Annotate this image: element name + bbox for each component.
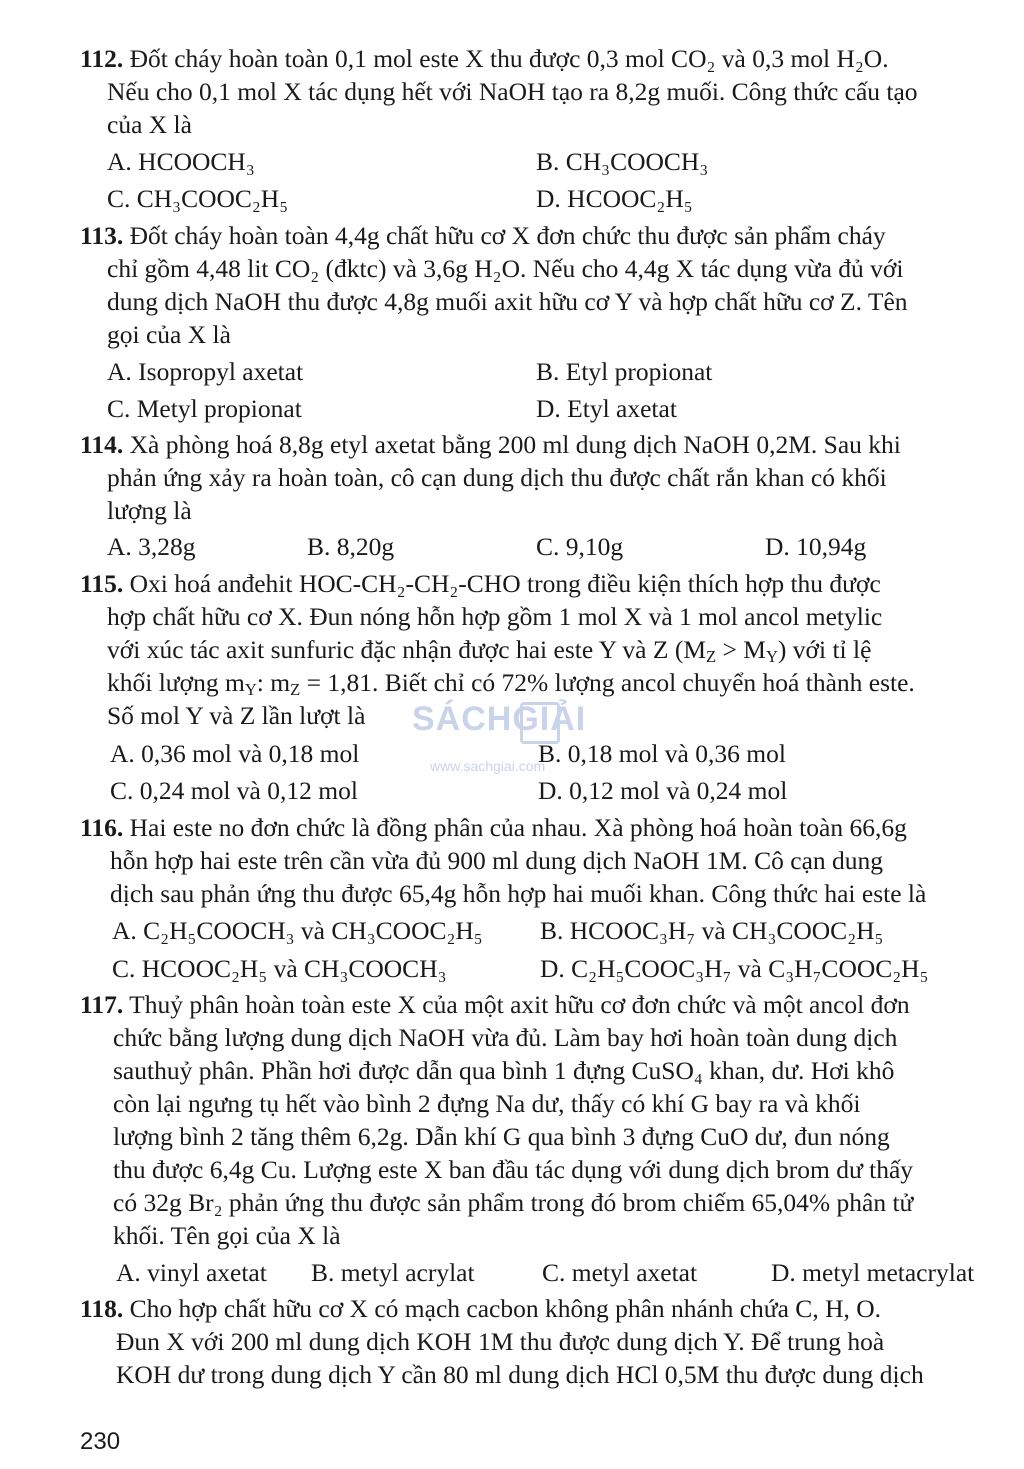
q115-line-4: khối lượng $m_Y$: $m_Z = 1,81$. Biết chỉ có 72% lượng ancol chuyển hoá thành este. [107,668,915,700]
page-number: 230 [80,1428,121,1455]
q117-line-5: lượng bình 2 tăng thêm 6,2g. Dẫn khí G qua bình 3 đựng CuO dư, đun nóng [113,1122,890,1151]
q115-option-a: A. 0,36 mol và 0,18 mol [110,739,360,768]
q113-option-d: D. Etyl axetat [536,394,677,423]
q117-option-b: B. metyl acrylat [311,1258,475,1287]
q113-number: 113. [80,221,124,250]
q117-number: 117. [80,990,124,1019]
q112-option-d: D. HCOOC₂H₅ [536,184,693,213]
q112-option-c: C. CH₃COOC₂H₅ [107,184,289,213]
q113-option-a: A. Isopropyl axetat [107,357,304,386]
q115-line-1 [80,567,881,600]
q114-option-d: D. 10,94g [765,532,867,561]
q113-text-1: Đốt cháy hoàn toàn 4,4g chất hữu cơ X đơn chức thu được sản phẩm cháy [123,221,886,250]
q114-option-c: C. 9,10g [536,532,624,561]
q117-option-c: C. metyl axetat [542,1258,698,1287]
q117-line-6: thu được 6,4g Cu. Lượng este X ban đầu tác dụng với dung dịch brom dư thấy [113,1155,914,1184]
q114-line-1 [80,428,901,461]
q117-option-a: A. vinyl axetat [116,1258,267,1287]
q116-line-2: hỗn hợp hai este trên cần vừa đủ 900 ml dung dịch NaOH 1M. Cô cạn dung [110,846,884,875]
q115-option-d: D. 0,12 mol và 0,24 mol [538,776,788,805]
q114-option-b: B. 8,20g [307,532,395,561]
q115-text-1: Oxi hoá anđehit HOC-CH₂-CH₂-CHO trong điều kiện thích hợp thu được [123,569,881,598]
q118-text-1: Cho hợp chất hữu cơ X có mạch cacbon không phân nhánh chứa C, H, O. [123,1294,882,1323]
q117-line-4: còn lại ngưng tụ hết vào bình 2 đựng Na dư, thấy có khí G bay ra và khối [113,1089,861,1118]
q116-line-3: dịch sau phản ứng thu được 65,4g hỗn hợp hai muối khan. Công thức hai este là [110,879,927,908]
q113-option-c: C. Metyl propionat [107,394,302,423]
q117-text-1: Thuỷ phân hoàn toàn este X của một axit hữu cơ đơn chức và một ancol đơn [123,990,910,1019]
q118-line-3: KOH dư trong dung dịch Y cần 80 ml dung dịch HCl 0,5M thu được dung dịch [116,1360,924,1389]
q114-line-3: lượng là [107,496,192,525]
q116-line-1 [80,811,907,844]
q117-line-3: sauthuỷ phân. Phần hơi được dẫn qua bình 1 đựng CuSO₄ khan, dư. Hơi khô [113,1056,895,1085]
q112-line-2: Nếu cho 0,1 mol X tác dụng hết với NaOH tạo ra 8,2g muối. Công thức cấu tạo [107,77,918,106]
q114-option-a: A. 3,28g [107,532,196,561]
q116-option-c: C. HCOOC₂H₅ và CH₃COOCH₃ [112,954,447,983]
q118-line-2: Đun X với 200 ml dung dịch KOH 1M thu được dung dịch Y. Để trung hoà [116,1327,885,1356]
q115-line-5: Số mol Y và Z lần lượt là [107,701,366,730]
q112-text-1: Đốt cháy hoàn toàn 0,1 mol este X thu được 0,3 mol CO₂ và 0,3 mol H₂O. [123,44,889,73]
q115-option-b: B. 0,18 mol và 0,36 mol [538,739,786,768]
q112-line-3: của X là [107,110,192,139]
q113-line-3: dung dịch NaOH thu được 4,8g muối axit hữu cơ Y và hợp chất hữu cơ Z. Tên [107,287,908,316]
q112-line-1 [80,42,889,75]
q112-number: 112. [80,44,124,73]
q115-line-3: với xúc tác axit sunfuric đặc nhận được hai este Y và Z $(M_Z > M_Y)$ với tỉ lệ [107,635,872,667]
q116-text-1: Hai este no đơn chức là đồng phân của nhau. Xà phòng hoá hoàn toàn 66,6g [123,813,907,842]
q117-line-2: chức bằng lượng dung dịch NaOH vừa đủ. Làm bay hơi hoàn toàn dung dịch [113,1023,898,1052]
q117-line-7: có 32g Br₂ phản ứng thu được sản phẩm trong đó brom chiếm 65,04% phân tử [113,1188,914,1217]
q116-number: 116. [80,813,124,842]
q117-line-1 [80,988,910,1021]
q115-number: 115. [80,569,124,598]
q116-option-d: D. C₂H₅COOC₃H₇ và C₃H₇COOC₂H₅ [540,954,929,983]
q116-option-a: A. C₂H₅COOCH₃ và CH₃COOC₂H₅ [112,916,483,945]
q114-number: 114. [80,430,124,459]
q117-line-8: khối. Tên gọi của X là [113,1221,341,1250]
q114-line-2: phản ứng xảy ra hoàn toàn, cô cạn dung dịch thu được chất rắn khan có khối [107,463,887,492]
q118-number: 118. [80,1294,124,1323]
q112-option-a: A. HCOOCH₃ [107,147,255,176]
q113-option-b: B. Etyl propionat [536,357,713,386]
q116-option-b: B. HCOOC₃H₇ và CH₃COOC₂H₅ [540,916,884,945]
watermark-logo: SÁCHGIẢI [412,700,587,738]
q115-line-2: hợp chất hữu cơ X. Đun nóng hỗn hợp gồm 1 mol X và 1 mol ancol metylic [107,602,883,631]
q118-line-1 [80,1292,881,1325]
watermark-url: www.sachgiai.com [430,758,546,774]
q113-line-2: chỉ gồm 4,48 lit CO₂ (đktc) và 3,6g H₂O. Nếu cho 4,4g X tác dụng vừa đủ với [107,254,904,283]
q113-line-4: gọi của X là [107,320,231,349]
q112-option-b: B. CH₃COOCH₃ [536,147,709,176]
q114-text-1: Xà phòng hoá 8,8g etyl axetat bằng 200 ml dung dịch NaOH 0,2M. Sau khi [123,430,901,459]
q113-line-1 [80,219,886,252]
q117-option-d: D. metyl metacrylat [771,1258,975,1287]
q115-option-c: C. 0,24 mol và 0,12 mol [110,776,358,805]
